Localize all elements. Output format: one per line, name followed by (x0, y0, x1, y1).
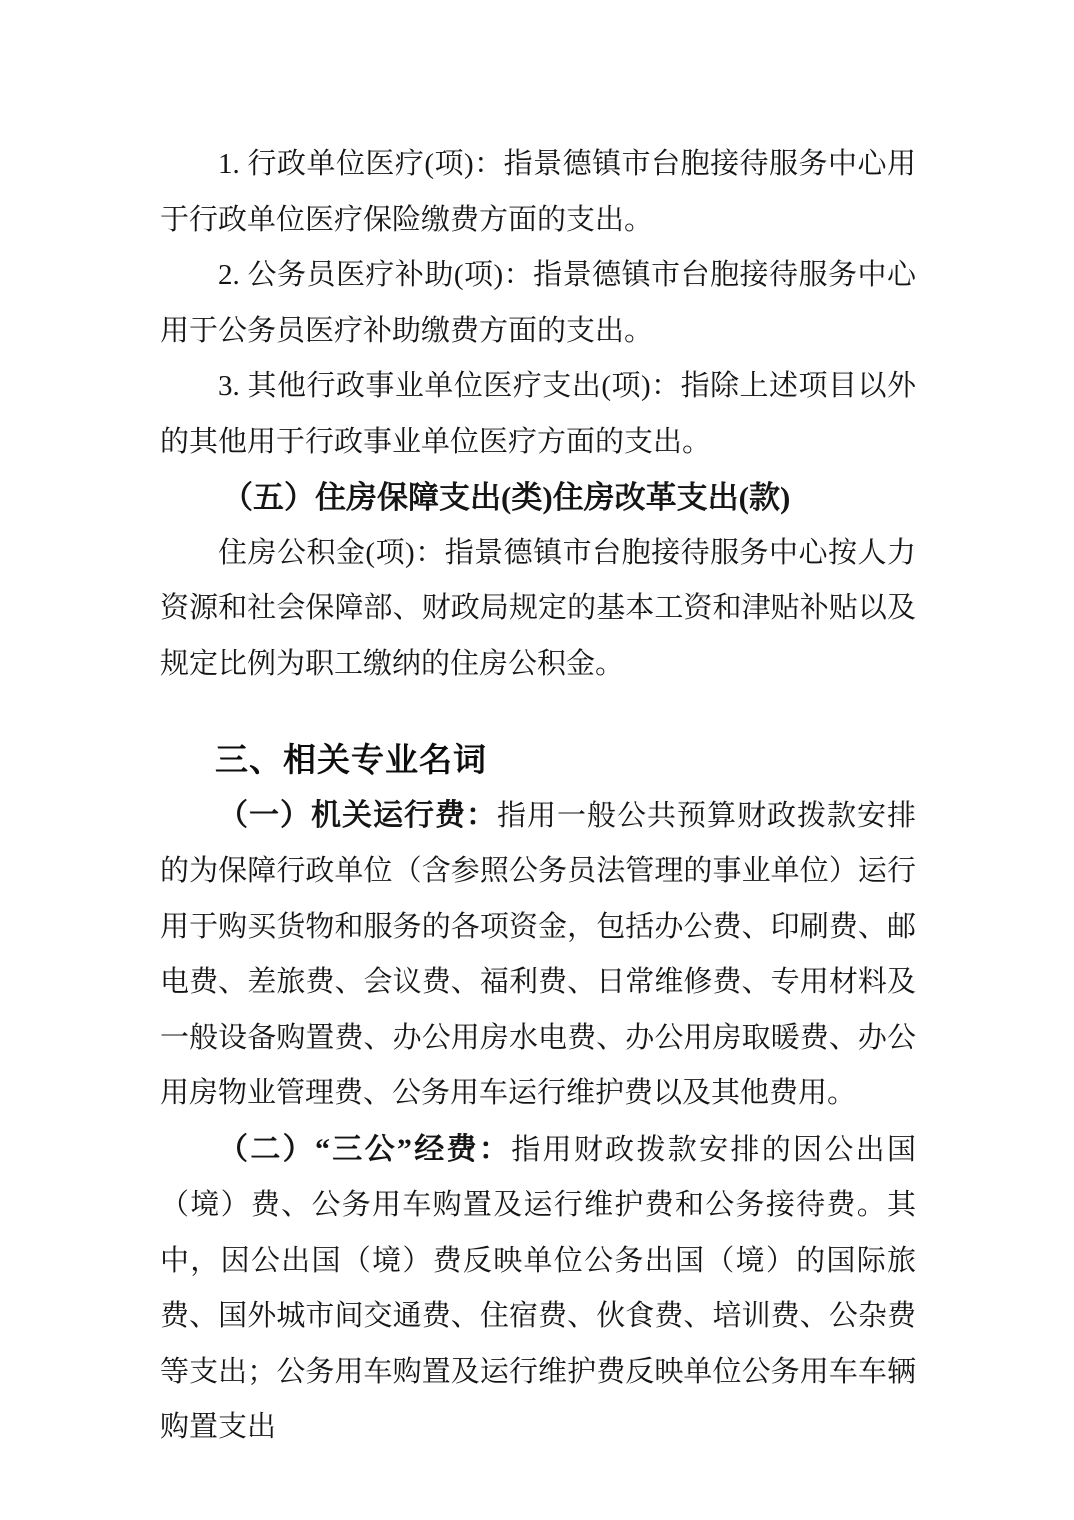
subheading-housing-security: （五）住房保障支出(类)住房改革支出(款) (222, 480, 791, 515)
paragraph-three-public-funds (160, 1122, 916, 1456)
document-body (160, 137, 916, 1456)
paragraph-lead-three-public-funds: （二）“三公”经费： (218, 1132, 512, 1166)
paragraph-item-1-admin-medical: 1. 行政单位医疗(项)：指景德镇市台胞接待服务中心用于行政单位医疗保险缴费方面的支出。 (160, 148, 916, 236)
paragraph-housing-fund: 住房公积金(项)：指景德镇市台胞接待服务中心按人力资源和社会保障部、财政局规定的基本工资和津贴补贴以及规定比例为职工缴纳的住房公积金。 (160, 536, 916, 680)
paragraph-item-3-other-medical: 3. 其他行政事业单位医疗支出(项)：指除上述项目以外的其他用于行政事业单位医疗方面的支出。 (160, 370, 916, 458)
paragraph-text-three-public-funds: 指用财政拨款安排的因公出国（境）费、公务用车购置及运行维护费和公务接待费。其中，因公出国（境）费反映单位公务出国（境）的国际旅费、国外城市间交通费、住宿费、伙食费、培训费、公杂费等支出；公务用车购置及运行维护费反映单位公务用车车辆购置支出 (160, 1133, 916, 1443)
paragraph-lead-agency-operating-costs: （一）机关运行费： (218, 798, 497, 832)
paragraph-text-agency-operating-costs: 指用一般公共预算财政拨款安排的为保障行政单位（含参照公务员法管理的事业单位）运行用于购买货物和服务的各项资金，包括办公费、印刷费、邮电费、差旅费、会议费、福利费、日常维修费、专用材料及一般设备购置费、办公用房水电费、办公用房取暖费、办公用房物业管理费、公务用车运行维护费以及其他费用。 (160, 799, 916, 1109)
paragraph-item-2-civil-servant-medical: 2. 公务员医疗补助(项)：指景德镇市台胞接待服务中心用于公务员医疗补助缴费方面的支出。 (160, 259, 916, 347)
section-heading-professional-terms: 三、相关专业名词 (215, 741, 487, 778)
paragraph-agency-operating-costs (160, 788, 916, 1122)
